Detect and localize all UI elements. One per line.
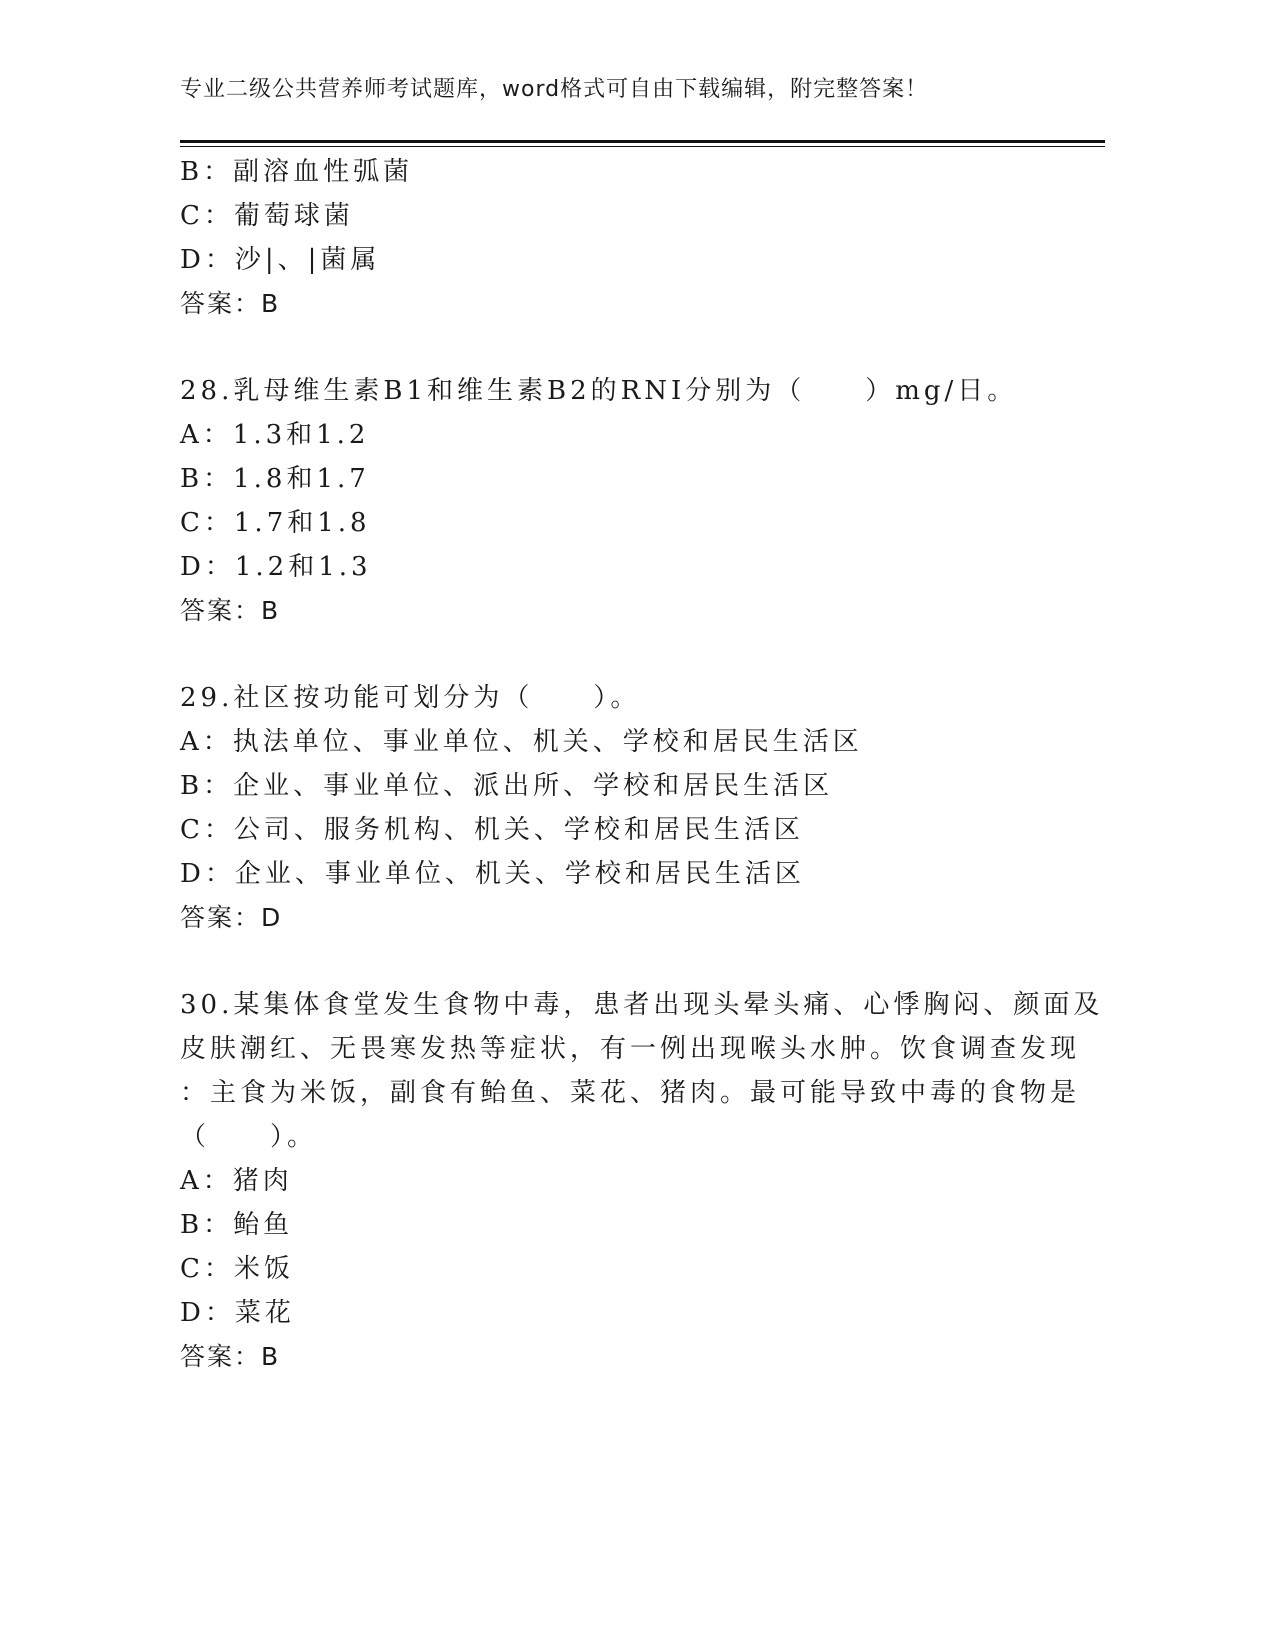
option-d: D：企业、事业单位、机关、学校和居民生活区 bbox=[180, 859, 805, 889]
question-stem-line: ：主食为米饭，副食有鲐鱼、菜花、猪肉。最可能导致中毒的食物是 bbox=[180, 1078, 1081, 1108]
question-stem-line: 30.某集体食堂发生食物中毒，患者出现头晕头痛、心悸胸闷、颜面及 bbox=[180, 990, 1104, 1020]
prev-question bbox=[180, 150, 1040, 326]
header-rule-thin bbox=[180, 146, 1105, 147]
option-d: D：菜花 bbox=[180, 1298, 295, 1328]
page-header: 专业二级公共营养师考试题库，word格式可自由下载编辑，附完整答案！ bbox=[180, 77, 929, 102]
answer: 答案：B bbox=[180, 596, 281, 625]
option-d: D：沙|、|菌属 bbox=[180, 245, 381, 275]
answer: 答案：B bbox=[180, 1342, 281, 1371]
question-stem: 28.乳母维生素B1和维生素B2的RNI分别为（ ）mg/日。 bbox=[180, 376, 1018, 406]
option-c: C：米饭 bbox=[180, 1254, 294, 1284]
question-28 bbox=[180, 369, 1040, 633]
option-d: D：1.2和1.3 bbox=[180, 552, 372, 582]
question-content bbox=[180, 150, 1104, 1379]
option-c: C：公司、服务机构、机关、学校和居民生活区 bbox=[180, 815, 804, 845]
question-stem-line: 皮肤潮红、无畏寒发热等症状，有一例出现喉头水肿。饮食调查发现 bbox=[180, 1034, 1081, 1064]
option-b: B：1.8和1.7 bbox=[180, 464, 370, 494]
answer: 答案：B bbox=[180, 289, 281, 318]
option-b: B：企业、事业单位、派出所、学校和居民生活区 bbox=[180, 771, 834, 801]
header-rule-thick bbox=[180, 140, 1105, 143]
question-stem-line: （ ）。 bbox=[180, 1122, 318, 1152]
question-29 bbox=[180, 676, 1040, 940]
option-a: A：1.3和1.2 bbox=[180, 420, 370, 450]
option-c: C：葡萄球菌 bbox=[180, 201, 354, 231]
question-30 bbox=[180, 983, 1104, 1379]
option-b: B：副溶血性弧菌 bbox=[180, 157, 414, 187]
option-a: A：猪肉 bbox=[180, 1166, 293, 1196]
option-b: B：鲐鱼 bbox=[180, 1210, 294, 1240]
question-stem: 29.社区按功能可划分为（ ）。 bbox=[180, 683, 641, 713]
answer: 答案：D bbox=[180, 903, 283, 932]
option-c: C：1.7和1.8 bbox=[180, 508, 371, 538]
option-a: A：执法单位、事业单位、机关、学校和居民生活区 bbox=[180, 727, 863, 757]
